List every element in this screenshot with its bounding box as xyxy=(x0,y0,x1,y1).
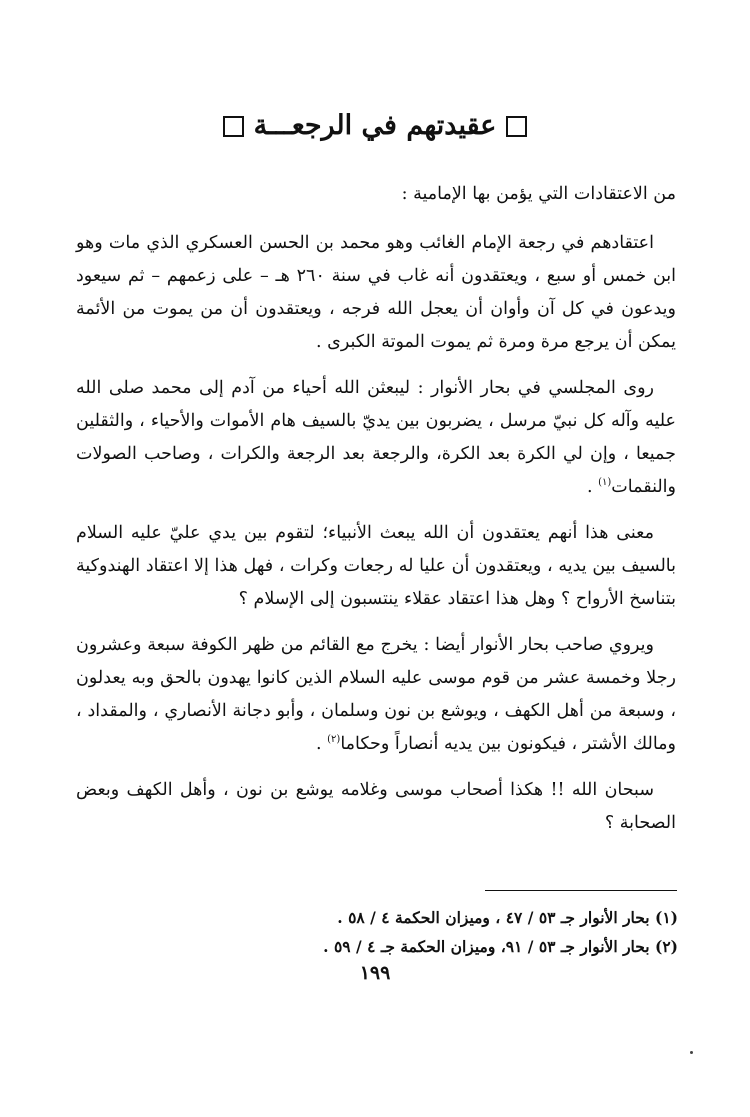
square-ornament-left xyxy=(223,116,244,137)
footnote-ref-2[interactable]: (٢) xyxy=(327,734,341,746)
page-number: ١٩٩ xyxy=(359,962,391,984)
quote-text: روى المجلسي في بحار الأنوار : ليبعثن الله أحياء من آدم إلى محمد صلى الله عليه وآله كل نبيّ مرسل ، يضربون بين يديّ بالسيف هام الأموات والأحياء ، والثقلين جميعا ، وإن لي الكرة بعد الكرة، والرجعة بعد الرجعة والكرات ، وصاحب الصولات والنقمات xyxy=(76,378,676,497)
square-ornament-right xyxy=(506,116,527,137)
paragraph-conclusion: سبحان الله !! هكذا أصحاب موسى وغلامه يوشع بن نون ، وأهل الكهف وبعض الصحابة ؟ xyxy=(76,780,676,833)
paragraph-majlisi-quote xyxy=(76,372,676,504)
body-text xyxy=(76,178,676,853)
chapter-heading xyxy=(0,108,750,144)
chapter-title: عقيدتهم في الرجعـــة xyxy=(253,110,497,141)
footnote-1: (١) بحار الأنوار جـ ٥٣ / ٤٧ ، وميزان الحكمة ٤ / ٥٨ . xyxy=(337,908,678,927)
scan-speck xyxy=(690,1051,693,1054)
paragraph-raja-belief: اعتقادهم في رجعة الإمام الغائب وهو محمد بن الحسن العسكري الذي مات وهو ابن خمس أو سبع ، ويعتقدون أنه غاب في سنة ٢٦٠ هـ – على زعمهم – ثم سيعود ويدعون في كل آن وأوان أن يعجل الله فرجه ، ويعتقدون أن من يموت من الأئمة يمكن أن يرجع مرة ومرة ثم يموت الموتة الكبرى . xyxy=(76,233,676,352)
paragraph-intro: من الاعتقادات التي يؤمن بها الإمامية : xyxy=(401,184,676,204)
footnote-ref-1[interactable]: (١) xyxy=(598,477,612,489)
paragraph-second-narration xyxy=(76,629,676,761)
narration-text: ويروي صاحب بحار الأنوار أيضا : يخرج مع القائم من ظهر الكوفة سبعة وعشرون رجلا وخمسة عشر من قوم موسى عليه السلام الذين كانوا يهدون بالحق وبه يعدلون ، وسبعة من أهل الكهف ، ويوشع بن نون وسلمان ، وأبو دجانة الأنصاري ، والمقداد ، ومالك الأشتر ، فيكونون بين يديه أنصاراً وحكاما xyxy=(76,635,676,754)
period: . xyxy=(586,477,593,497)
footnote-divider xyxy=(485,890,677,891)
footnote-2: (٢) بحار الأنوار جـ ٥٣ / ٩١، وميزان الحكمة جـ ٤ / ٥٩ . xyxy=(323,937,678,956)
footnotes xyxy=(76,903,678,961)
paragraph-meaning: معنى هذا أنهم يعتقدون أن الله يبعث الأنبياء؛ لتقوم بين يدي عليّ عليه السلام بالسيف بين يديه ، ويعتقدون أن عليا له رجعات وكرات ، فهل هذا إلا اعتقاد الهندوكية بتناسخ الأرواح ؟ وهل هذا اعتقاد عقلاء ينتسبون إلى الإسلام ؟ xyxy=(76,523,676,609)
period: . xyxy=(315,734,322,754)
